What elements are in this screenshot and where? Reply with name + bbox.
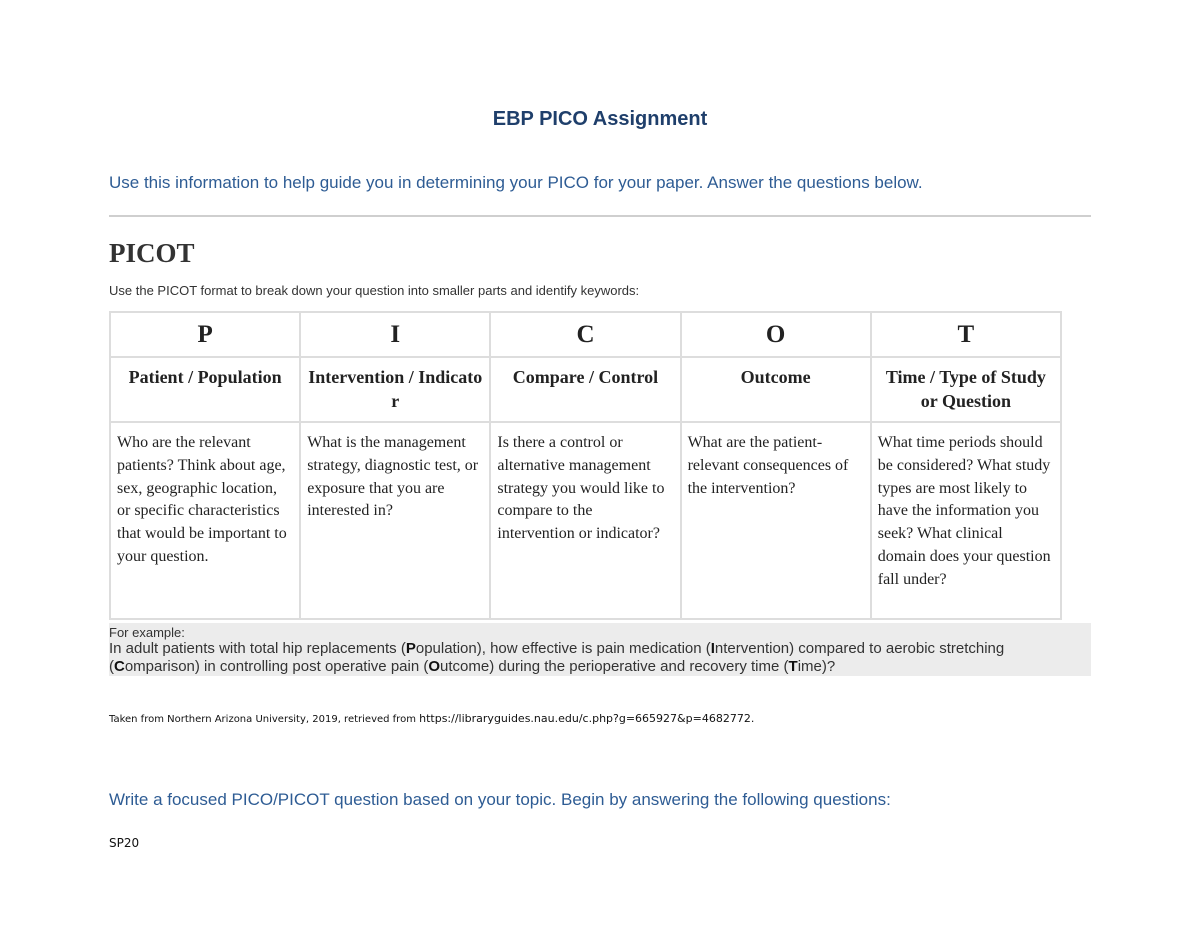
- section-heading: PICOT: [109, 238, 195, 268]
- desc-cell-population: Who are the relevant patients? Think about age, sex, geographic location, or specific characteristics that would be important to your question.: [110, 422, 300, 619]
- divider: [109, 215, 1091, 217]
- example-label: For example:: [109, 625, 185, 640]
- section-subtext: Use the PICOT format to break down your question into smaller parts and identify keywords:: [109, 283, 640, 298]
- letter-cell-i: I: [300, 312, 490, 357]
- example-text: [109, 640, 1089, 676]
- letter-cell-o: O: [681, 312, 871, 357]
- letter-cell-c: C: [490, 312, 680, 357]
- example-part: opulation), how effective is pain medication (: [415, 640, 711, 657]
- desc-cell-time: What time periods should be considered? What study types are most likely to have the information you seek? What clinical domain does your question fall under?: [871, 422, 1061, 619]
- descriptions-row: [110, 422, 1061, 619]
- example-part: ime)?: [797, 658, 836, 675]
- label-cell-compare: Compare / Control: [490, 357, 680, 422]
- example-part: In adult patients with total hip replacements (: [109, 640, 406, 657]
- label-cell-outcome: Outcome: [681, 357, 871, 422]
- label-cell-population: Patient / Population: [110, 357, 300, 422]
- example-part: omparison) in controlling post operative pain (: [124, 658, 429, 675]
- document-title: EBP PICO Assignment: [492, 108, 708, 130]
- citation-prefix: Taken from Northern Arizona University, 2019, retrieved from: [109, 714, 420, 725]
- letters-row: [110, 312, 1061, 357]
- citation-url[interactable]: https://libraryguides.nau.edu/c.php?g=665927&p=4682772.: [419, 712, 755, 725]
- label-cell-time: Time / Type of Study or Question: [871, 357, 1061, 422]
- desc-cell-outcome: What are the patient-relevant consequences of the intervention?: [681, 422, 871, 619]
- footer-code: SP20: [109, 836, 140, 850]
- example-keyword: P: [405, 640, 416, 657]
- picot-table: [109, 311, 1062, 620]
- citation: [109, 712, 754, 725]
- label-cell-intervention: Intervention / Indicator: [300, 357, 490, 422]
- letter-cell-p: P: [110, 312, 300, 357]
- example-box: [109, 623, 1091, 676]
- example-part: ntervention) compared to aerobic stretching (: [109, 640, 1005, 675]
- example-keyword: T: [788, 658, 798, 675]
- desc-cell-intervention: What is the management strategy, diagnostic test, or exposure that you are interested in?: [300, 422, 490, 619]
- desc-cell-compare: Is there a control or alternative management strategy you would like to compare to the intervention or indicator?: [490, 422, 680, 619]
- question-prompt: Write a focused PICO/PICOT question based on your topic. Begin by answering the following questions:: [109, 790, 891, 809]
- example-part: utcome) during the perioperative and recovery time (: [440, 658, 789, 675]
- example-keyword: I: [710, 640, 715, 657]
- example-keyword: O: [428, 658, 441, 675]
- example-keyword: C: [114, 658, 125, 675]
- labels-row: [110, 357, 1061, 422]
- intro-text: Use this information to help guide you in determining your PICO for your paper. Answer the questions below.: [109, 173, 923, 192]
- letter-cell-t: T: [871, 312, 1061, 357]
